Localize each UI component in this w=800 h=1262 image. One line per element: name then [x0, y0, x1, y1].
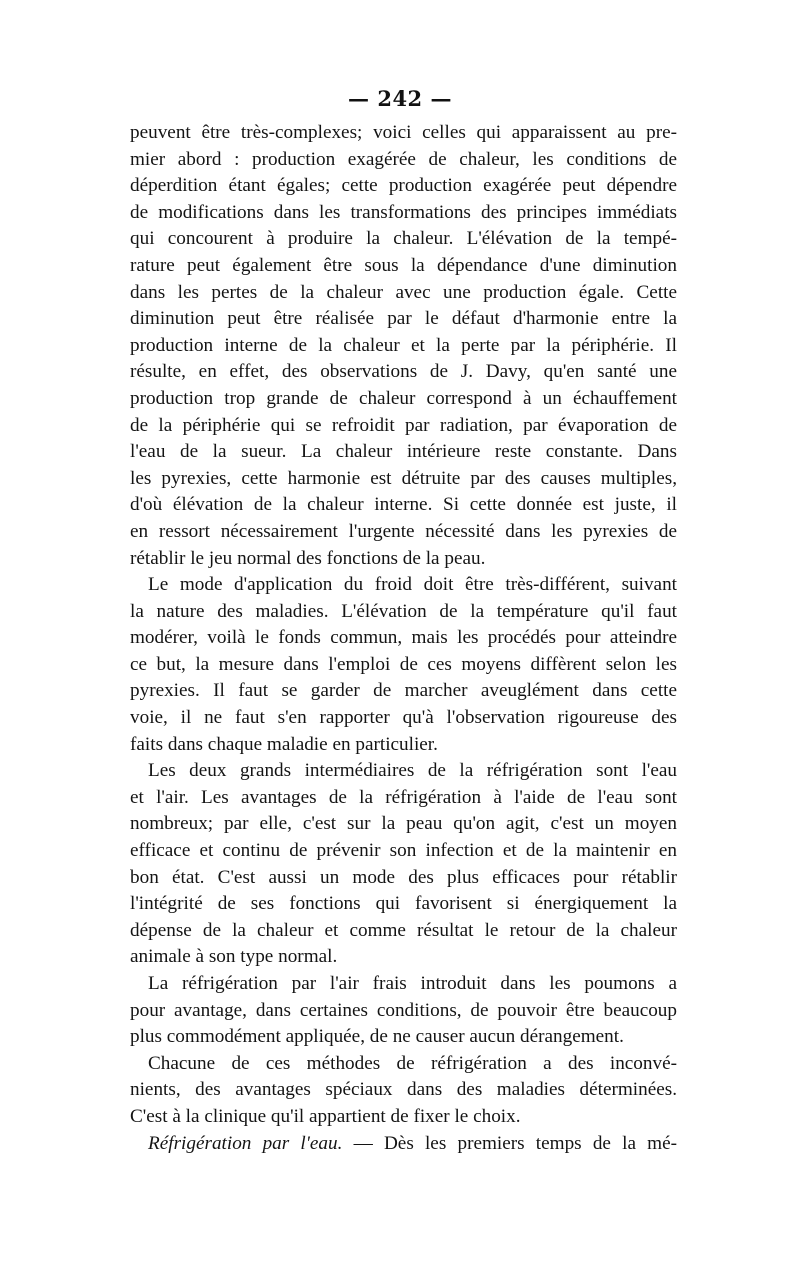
text-line: l'eau de la sueur. La chaleur intérieure reste constante. Dans	[130, 441, 677, 463]
text-line: modérer, voilà le fonds commun, mais les procédés pour atteindre	[130, 627, 677, 649]
text-line: diminution peut être réalisée par le défaut d'harmonie entre la	[130, 308, 677, 330]
text-line: animale à son type normal.	[130, 946, 338, 968]
text-line: mier abord : production exagérée de chaleur, les conditions de	[130, 148, 677, 170]
text-line: production interne de la chaleur et la perte par la périphérie. Il	[130, 334, 677, 356]
text-line: nombreux; par elle, c'est sur la peau qu'on agit, c'est un moyen	[130, 813, 677, 835]
text-line: faits dans chaque maladie en particulier.	[130, 733, 438, 755]
text-line: C'est à la clinique qu'il appartient de fixer le choix.	[130, 1105, 521, 1127]
text-line: l'intégrité de ses fonctions qui favorisent si énergiquement la	[130, 893, 677, 915]
text-line: pyrexies. Il faut se garder de marcher aveuglément dans cette	[130, 680, 677, 702]
text-line: peuvent être très-complexes; voici celles qui apparaissent au pre-	[130, 122, 677, 143]
text-line: qui concourent à produire la chaleur. L'élévation de la tempé-	[130, 228, 677, 250]
text-line: de modifications dans les transformations des principes immédiats	[130, 201, 677, 223]
text-line: la nature des maladies. L'élévation de la température qu'il faut	[130, 600, 677, 622]
text-line: nients, des avantages spéciaux dans des maladies déterminées.	[130, 1079, 677, 1101]
text-line: production trop grande de chaleur correspond à un échauffement	[130, 387, 677, 409]
text-line: pour avantage, dans certaines conditions, de pouvoir être beaucoup	[130, 999, 677, 1021]
text-line: voie, il ne faut s'en rapporter qu'à l'observation rigoureuse des	[130, 707, 677, 729]
paragraph-start-line: La réfrigération par l'air frais introduit dans les poumons a	[148, 973, 677, 994]
section-heading-line	[130, 1131, 677, 1158]
section-heading-italic: Réfrigération par l'eau.	[148, 1132, 343, 1154]
text-line: et l'air. Les avantages de la réfrigération à l'aide de l'eau sont	[130, 786, 677, 808]
text-line: dans les pertes de la chaleur avec une production égale. Cette	[130, 281, 677, 303]
paragraph-start-line: Chacune de ces méthodes de réfrigération a des inconvé-	[148, 1052, 677, 1074]
text-line: bon état. C'est aussi un mode des plus efficaces pour rétablir	[130, 866, 677, 888]
text-line: déperdition étant égales; cette production exagérée peut dépendre	[130, 175, 677, 197]
text-line: plus commodément appliquée, de ne causer aucun dérangement.	[130, 1026, 624, 1048]
text-line: ce but, la mesure dans l'emploi de ces moyens diffèrent selon les	[130, 653, 677, 675]
paragraph-start-line: Les deux grands intermédiaires de la réfrigération sont l'eau	[148, 760, 677, 782]
text-line: dépense de la chaleur et comme résultat le retour de la chaleur	[130, 919, 677, 941]
text-line: efficace et continu de prévenir son infection et de la maintenir en	[130, 840, 677, 862]
page-number: — 242 —	[348, 86, 452, 111]
text-line: de la périphérie qui se refroidit par radiation, par évaporation de	[130, 414, 677, 436]
paragraph-start-line: Le mode d'application du froid doit être très-différent, suivant	[148, 574, 677, 596]
text-line: les pyrexies, cette harmonie est détruite par des causes multiples,	[130, 467, 677, 489]
text-line: rétablir le jeu normal des fonctions de la peau.	[130, 547, 486, 569]
text-line: d'où élévation de la chaleur interne. Si cette donnée est juste, il	[130, 494, 677, 516]
text-line: en ressort nécessairement l'urgente nécessité dans les pyrexies de	[130, 520, 677, 542]
text-line: rature peut également être sous la dépendance d'une diminution	[130, 254, 677, 276]
body-text	[130, 120, 677, 1157]
section-heading-rest: — Dès les premiers temps de la mé-	[342, 1132, 678, 1154]
text-line: résulte, en effet, des observations de J. Davy, qu'en santé une	[130, 361, 677, 383]
